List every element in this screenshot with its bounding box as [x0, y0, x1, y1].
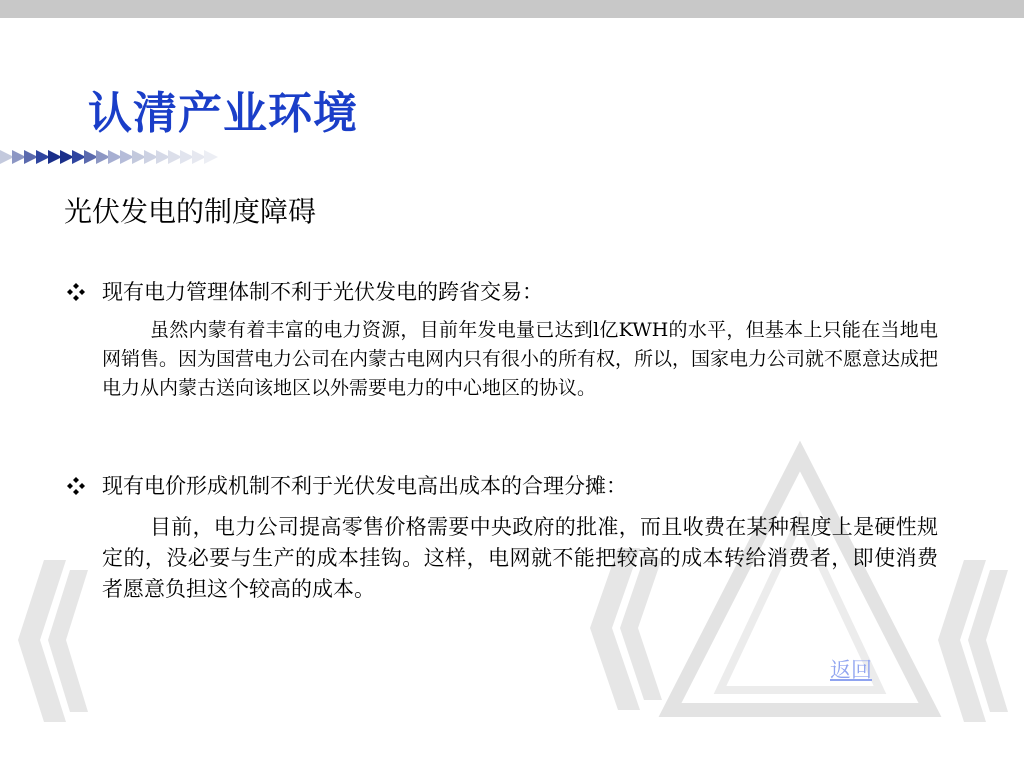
- four-diamond-bullet-icon: [66, 282, 86, 302]
- bullet-heading: [66, 470, 946, 502]
- four-diamond-bullet-icon: [66, 476, 86, 496]
- bullet-heading-text: 现有电价形成机制不利于光伏发电高出成本的合理分摊：: [102, 474, 627, 498]
- back-link[interactable]: 返回: [830, 658, 872, 682]
- bullet-heading: [66, 276, 946, 308]
- slide-title: 认清产业环境: [88, 88, 358, 139]
- arrow-strip-decoration: [0, 148, 230, 166]
- bullet-paragraph: 目前，电力公司提高零售价格需要中央政府的批准，而且收费在某种程度上是硬性规定的，没必要与生产的成本挂钩。这样，电网就不能把较高的成本转给消费者，即使消费者愿意负担这个较高的成本。: [102, 515, 938, 601]
- bullet-heading-text: 现有电力管理体制不利于光伏发电的跨省交易：: [102, 280, 543, 304]
- bullet-paragraph: 虽然内蒙有着丰富的电力资源，目前年发电量已达到l亿KWH的水平，但基本上只能在当地电网销售。因为国营电力公司在内蒙古电网内只有很小的所有权，所以，国家电力公司就不愿意达成把电力从内蒙古送向该地区以外需要电力的中心地区的协议。: [102, 319, 939, 399]
- slide-subtitle: 光伏发电的制度障碍: [64, 195, 317, 228]
